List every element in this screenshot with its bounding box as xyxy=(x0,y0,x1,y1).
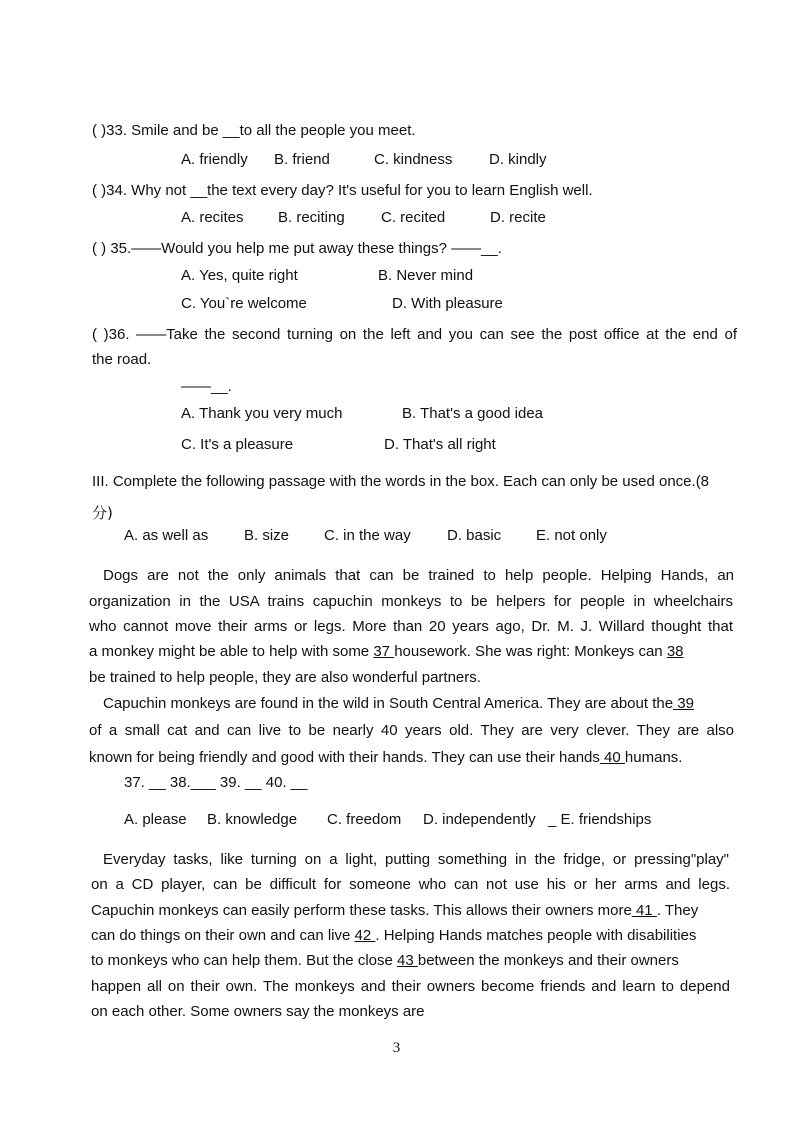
passage1-line4: a monkey might be able to help with some 37 housework. She was right: Monkeys can 38 xyxy=(89,643,684,660)
blank-38: 38 xyxy=(666,643,684,660)
q33-option-b: B. friend xyxy=(274,151,330,168)
q35-option-b: B. Never mind xyxy=(378,267,474,284)
blank-43: 43 xyxy=(397,952,418,969)
box2-option-b: B. knowledge xyxy=(207,811,298,828)
box2-option-d: D. independently xyxy=(423,811,536,828)
section-3-instruction-line1: III. Complete the following passage with the words in the box. Each can only be used once.(8 xyxy=(92,473,710,490)
passage2-line1: Everyday tasks, like turning on a light, putting something in the fridge, or pressing"play" xyxy=(103,851,729,868)
blank-40: 40 xyxy=(599,749,625,766)
question-33-stem: ( )33. Smile and be __to all the people you meet. xyxy=(92,122,416,139)
page-number: 3 xyxy=(392,1040,401,1056)
blank-39: 39 xyxy=(673,695,694,712)
passage1-line8: known for being friendly and good with their hands. They can use their hands 40 humans. xyxy=(89,749,683,766)
box2-option-c: C. freedom xyxy=(327,811,402,828)
blank-42: 42 xyxy=(354,927,376,944)
passage1-line3: who cannot move their arms or legs. More than 20 years ago, Dr. M. J. Willard thought that xyxy=(89,618,733,635)
question-35-stem: ( ) 35.——Would you help me put away these things? ——__. xyxy=(92,240,502,257)
passage1-line6: Capuchin monkeys are found in the wild in South Central America. They are about the 39 xyxy=(103,695,694,712)
passage1-line2: organization in the USA trains capuchin monkeys to be helpers for people in wheelchairs xyxy=(89,593,733,610)
question-36-stem-line1: ( )36. ——Take the second turning on the left and you can see the post office at the end of xyxy=(92,326,737,343)
blank-37: 37 xyxy=(373,643,395,660)
q33-option-d: D. kindly xyxy=(489,151,547,168)
passage1-line7: of a small cat and can live to be nearly 40 years old. They are very clever. They are also xyxy=(89,722,734,739)
box1-option-e: E. not only xyxy=(536,527,607,544)
q35-option-a: A. Yes, quite right xyxy=(181,267,298,284)
box2-option-e: _ E. friendships xyxy=(548,811,652,828)
passage2-line3: Capuchin monkeys can easily perform these tasks. This allows their owners more 41 . They xyxy=(91,902,699,919)
box1-option-d: D. basic xyxy=(447,527,502,544)
q36-option-b: B. That's a good idea xyxy=(402,405,544,422)
blank-41: 41 xyxy=(631,902,657,919)
q33-option-a: A. friendly xyxy=(181,151,248,168)
passage2-line7: on each other. Some owners say the monkeys are xyxy=(91,1003,425,1020)
section-3-instruction-line2: 分) xyxy=(92,504,113,522)
question-36-stem-line2: the road. xyxy=(92,351,152,368)
q35-option-c: C. You`re welcome xyxy=(181,295,307,312)
answers-37-40: 37. __ 38.___ 39. __ 40. __ xyxy=(124,774,308,791)
q34-option-b: B. reciting xyxy=(278,209,345,226)
passage1-line5: be trained to help people, they are also wonderful partners. xyxy=(89,669,481,686)
q35-option-d: D. With pleasure xyxy=(392,295,503,312)
passage1-line1: Dogs are not the only animals that can be trained to help people. Helping Hands, an xyxy=(103,567,734,584)
q36-option-c: C. It's a pleasure xyxy=(181,436,294,453)
q34-option-a: A. recites xyxy=(181,209,244,226)
passage2-line6: happen all on their own. The monkeys and their owners become friends and learn to depend xyxy=(91,978,730,995)
question-34-stem: ( )34. Why not __the text every day? It's useful for you to learn English well. xyxy=(92,182,593,199)
question-36-reply: ——__. xyxy=(181,378,232,395)
box2-option-a: A. please xyxy=(124,811,187,828)
passage2-line5: to monkeys who can help them. But the close 43 between the monkeys and their owners xyxy=(91,952,679,969)
box1-option-c: C. in the way xyxy=(324,527,411,544)
q36-option-d: D. That's all right xyxy=(384,436,496,453)
q34-option-c: C. recited xyxy=(381,209,446,226)
box1-option-b: B. size xyxy=(244,527,290,544)
box1-option-a: A. as well as xyxy=(124,527,209,544)
passage2-line4: can do things on their own and can live 42 . Helping Hands matches people with disabilities xyxy=(91,927,697,944)
passage2-line2: on a CD player, can be difficult for someone who can not use his or her arms and legs. xyxy=(91,876,730,893)
q33-option-c: C. kindness xyxy=(374,151,453,168)
q34-option-d: D. recite xyxy=(490,209,546,226)
q36-option-a: A. Thank you very much xyxy=(181,405,343,422)
